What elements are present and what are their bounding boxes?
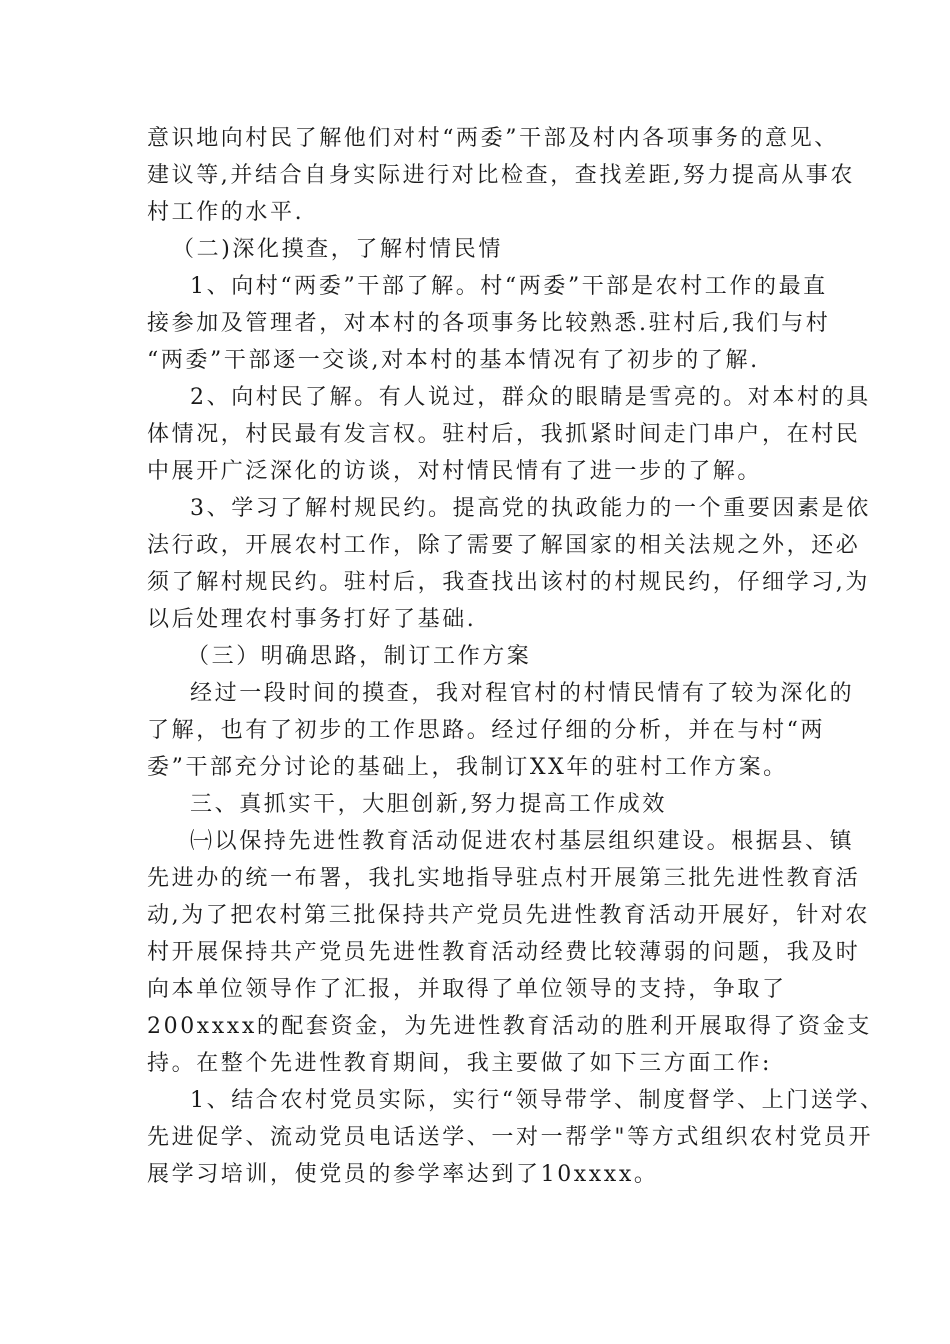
section-heading: （三）明确思路，制订工作方案 — [187, 644, 532, 669]
paragraph-line: 动,为了把农村第三批保持共产党员先进性教育活动开展好，针对农 — [147, 903, 870, 928]
paragraph-line: 3、学习了解村规民约。提高党的执政能力的一个重要因素是依 — [190, 496, 871, 521]
paragraph-line: 了解，也有了初步的工作思路。经过仔细的分析，并在与村“两 — [147, 718, 826, 743]
paragraph-line: 接参加及管理者，对本村的各项事务比较熟悉.驻村后,我们与村 — [147, 311, 831, 336]
paragraph-line: 委”干部充分讨论的基础上，我制订XX年的驻村工作方案。 — [147, 755, 788, 780]
paragraph-line: 以后处理农村事务打好了基础. — [147, 607, 477, 632]
paragraph-line: 须了解村规民约。驻村后，我查找出该村的村规民约，仔细学习,为 — [147, 570, 870, 595]
paragraph-line: 持。在整个先进性教育期间，我主要做了如下三方面工作: — [147, 1051, 773, 1076]
paragraph-line: 意识地向村民了解他们对村“两委”干部及村内各项事务的意见、 — [147, 126, 839, 151]
paragraph-line: 建议等,并结合自身实际进行对比检查，查找差距,努力提高从事农 — [147, 163, 855, 188]
paragraph-line: 1、结合农村党员实际，实行“领导带学、制度督学、上门送学、 — [190, 1088, 885, 1113]
paragraph-line: 2、向村民了解。有人说过，群众的眼睛是雪亮的。对本村的具 — [190, 385, 871, 410]
section-heading: （二)深化摸查，了解村情民情 — [172, 237, 503, 262]
paragraph-line: 村开展保持共产党员先进性教育活动经费比较薄弱的问题，我及时 — [147, 940, 861, 965]
paragraph-line: ㈠以保持先进性教育活动促进农村基层组织建设。根据县、镇 — [190, 829, 855, 854]
paragraph-line: 村工作的水平. — [147, 200, 305, 225]
paragraph-line: 经过一段时间的摸查，我对程官村的村情民情有了较为深化的 — [190, 681, 855, 706]
paragraph-line: 200xxxx的配套资金，为先进性教育活动的胜利开展取得了资金支 — [147, 1014, 872, 1039]
paragraph-line: 先进办的统一布署，我扎实地指导驻点村开展第三批先进性教育活 — [147, 866, 861, 891]
paragraph-line: 先进促学、流动党员电话送学、一对一帮学"等方式组织农村党员开 — [147, 1125, 874, 1150]
paragraph-line: 1、向村“两委”干部了解。村“两委”干部是农村工作的最直 — [190, 274, 828, 299]
paragraph-line: 法行政，开展农村工作，除了需要了解国家的相关法规之外，还必 — [147, 533, 861, 558]
paragraph-line: 向本单位领导作了汇报，并取得了单位领导的支持，争取了 — [147, 977, 787, 1002]
paragraph-line: 中展开广泛深化的访谈，对村情民情有了进一步的了解。 — [147, 459, 763, 484]
paragraph-line: 展学习培训，使党员的参学率达到了10xxxx。 — [147, 1162, 659, 1187]
paragraph-line: “两委”干部逐一交谈,对本村的基本情况有了初步的了解. — [147, 348, 760, 373]
section-heading: 三、真抓实干，大胆创新,努力提高工作成效 — [190, 792, 667, 817]
paragraph-line: 体情况，村民最有发言权。驻村后，我抓紧时间走门串户，在村民 — [147, 422, 861, 447]
